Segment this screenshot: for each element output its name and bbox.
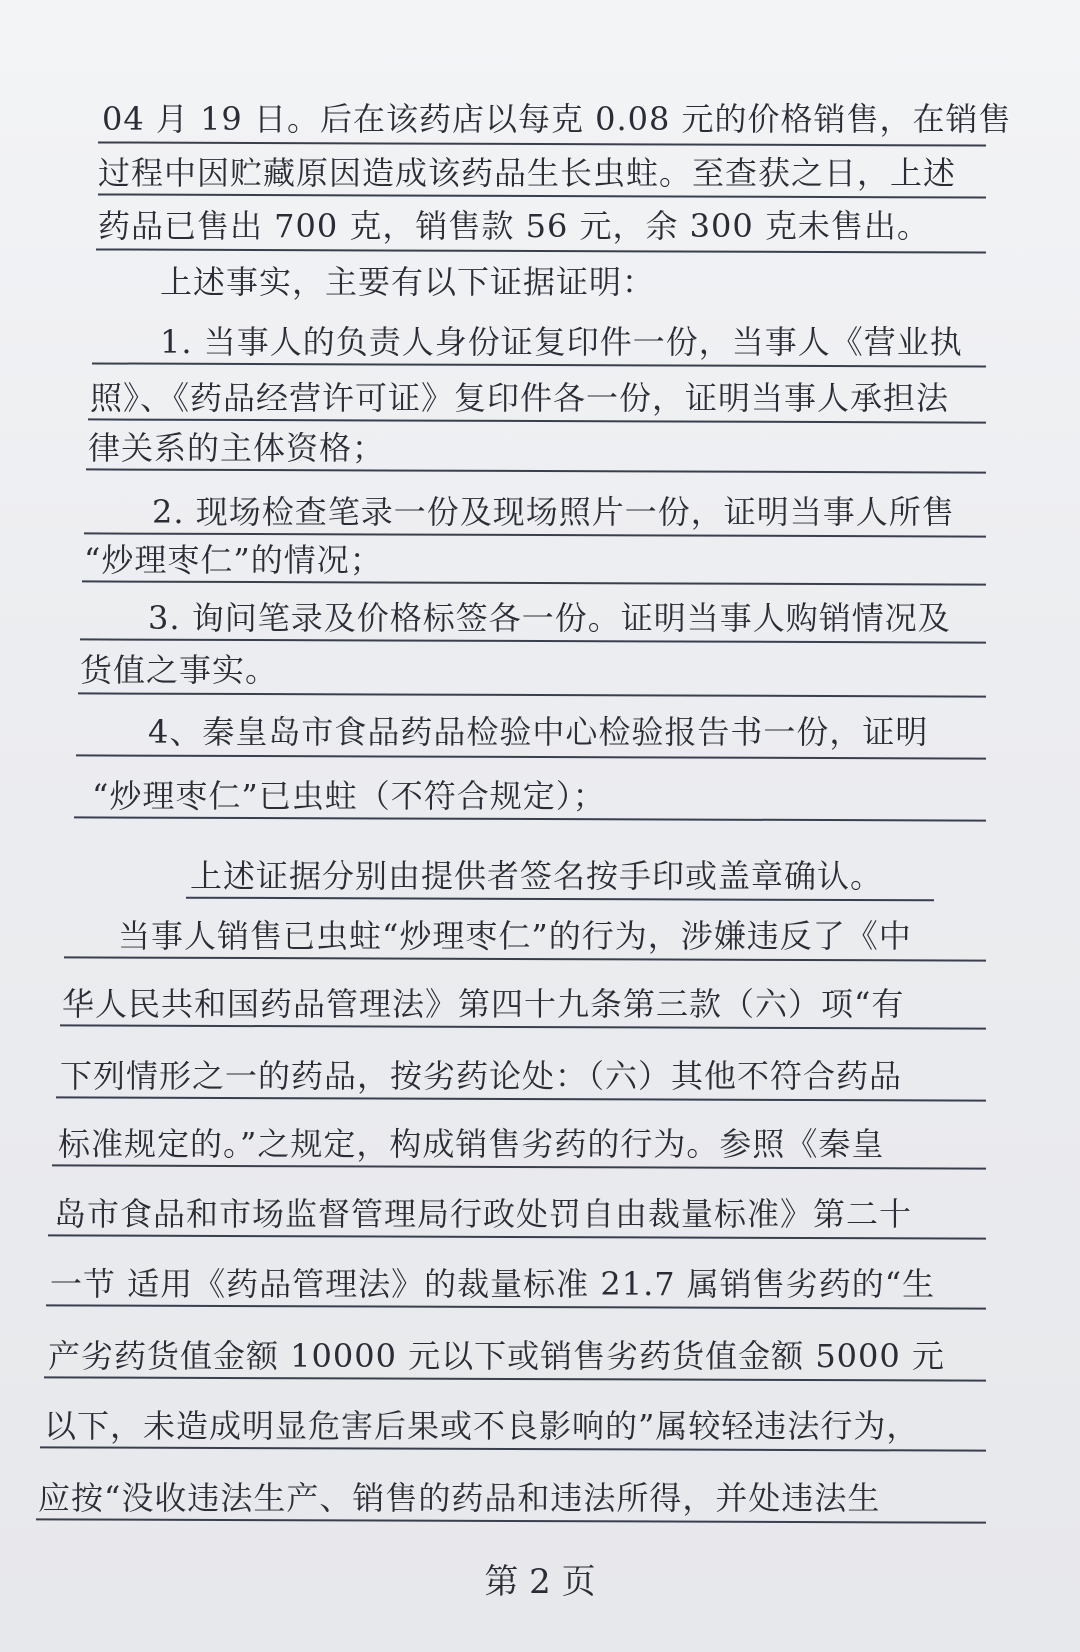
underline-15	[64, 956, 986, 961]
underline-2	[98, 193, 986, 198]
text-line-20: 一节 适用《药品管理法》的裁量标准 21.7 属销售劣药的“生	[50, 1265, 936, 1303]
text-line-14: 上述证据分别由提供者签名按手印或盖章确认。	[190, 857, 884, 895]
text-line-21: 产劣药货值金额 10000 元以下或销售劣药货值金额 5000 元	[48, 1337, 945, 1375]
underline-23	[36, 1518, 986, 1523]
underline-22	[40, 1446, 986, 1451]
underline-6	[88, 418, 986, 423]
underline-7	[86, 468, 986, 473]
text-line-23: 应按“没收违法生产、销售的药品和违法所得，并处违法生	[38, 1479, 881, 1517]
underline-3	[96, 248, 986, 253]
page-number: 第 2 页	[484, 1562, 596, 1602]
underline-18	[52, 1164, 986, 1169]
text-line-10: 3. 询问笔录及价格标签各一份。证明当事人购销情况及	[148, 599, 951, 637]
text-line-4: 上述事实，主要有以下证据证明：	[160, 263, 656, 301]
underline-8	[84, 532, 986, 537]
text-line-15: 当事人销售已虫蛀“炒理枣仁”的行为，涉嫌违反了《中	[118, 917, 912, 955]
text-line-6: 照》、《药品经营许可证》复印件各一份，证明当事人承担法	[90, 379, 950, 417]
underline-21	[44, 1376, 986, 1381]
underline-17	[56, 1096, 986, 1101]
underline-19	[48, 1234, 986, 1239]
text-line-3: 药品已售出 700 克，销售款 56 元，余 300 克未售出。	[98, 207, 930, 245]
text-line-13: “炒理枣仁”已虫蛀（不符合规定）；	[92, 777, 606, 815]
underline-9	[82, 580, 986, 585]
underline-20	[46, 1304, 986, 1309]
text-line-22: 以下，未造成明显危害后果或不良影响的”属较轻违法行为，	[44, 1407, 920, 1445]
text-line-19: 岛市食品和市场监督管理局行政处罚自由裁量标准》第二十	[54, 1195, 913, 1233]
text-line-8: 2. 现场检查笔录一份及现场照片一份，证明当事人所售	[152, 493, 955, 531]
text-line-5: 1. 当事人的负责人身份证复印件一份，当事人《营业执	[160, 323, 963, 361]
text-line-16: 华人民共和国药品管理法》第四十九条第三款（六）项“有	[62, 985, 905, 1023]
underline-13	[74, 816, 986, 821]
text-line-2: 过程中因贮藏原因造成该药品生长虫蛀。至查获之日，上述	[98, 154, 957, 192]
text-line-11: 货值之事实。	[80, 651, 279, 689]
text-line-17: 下列情形之一的药品，按劣药论处：（六）其他不符合药品	[60, 1057, 903, 1095]
text-line-18: 标准规定的。”之规定，构成销售劣药的行为。参照《秦皇	[58, 1125, 885, 1163]
underline-5	[92, 362, 986, 367]
text-line-12: 4、秦皇岛市食品药品检验中心检验报告书一份，证明	[148, 713, 929, 751]
text-line-1: 04 月 19 日。后在该药店以每克 0.08 元的价格销售，在销售	[102, 100, 1012, 138]
underline-1	[98, 141, 986, 146]
text-line-9: “炒理枣仁”的情况；	[84, 541, 383, 579]
underline-10	[80, 638, 986, 643]
underline-14	[186, 897, 934, 902]
underline-12	[76, 754, 986, 759]
underline-11	[78, 692, 986, 697]
text-line-7: 律关系的主体资格；	[88, 429, 386, 467]
underline-16	[60, 1024, 986, 1029]
